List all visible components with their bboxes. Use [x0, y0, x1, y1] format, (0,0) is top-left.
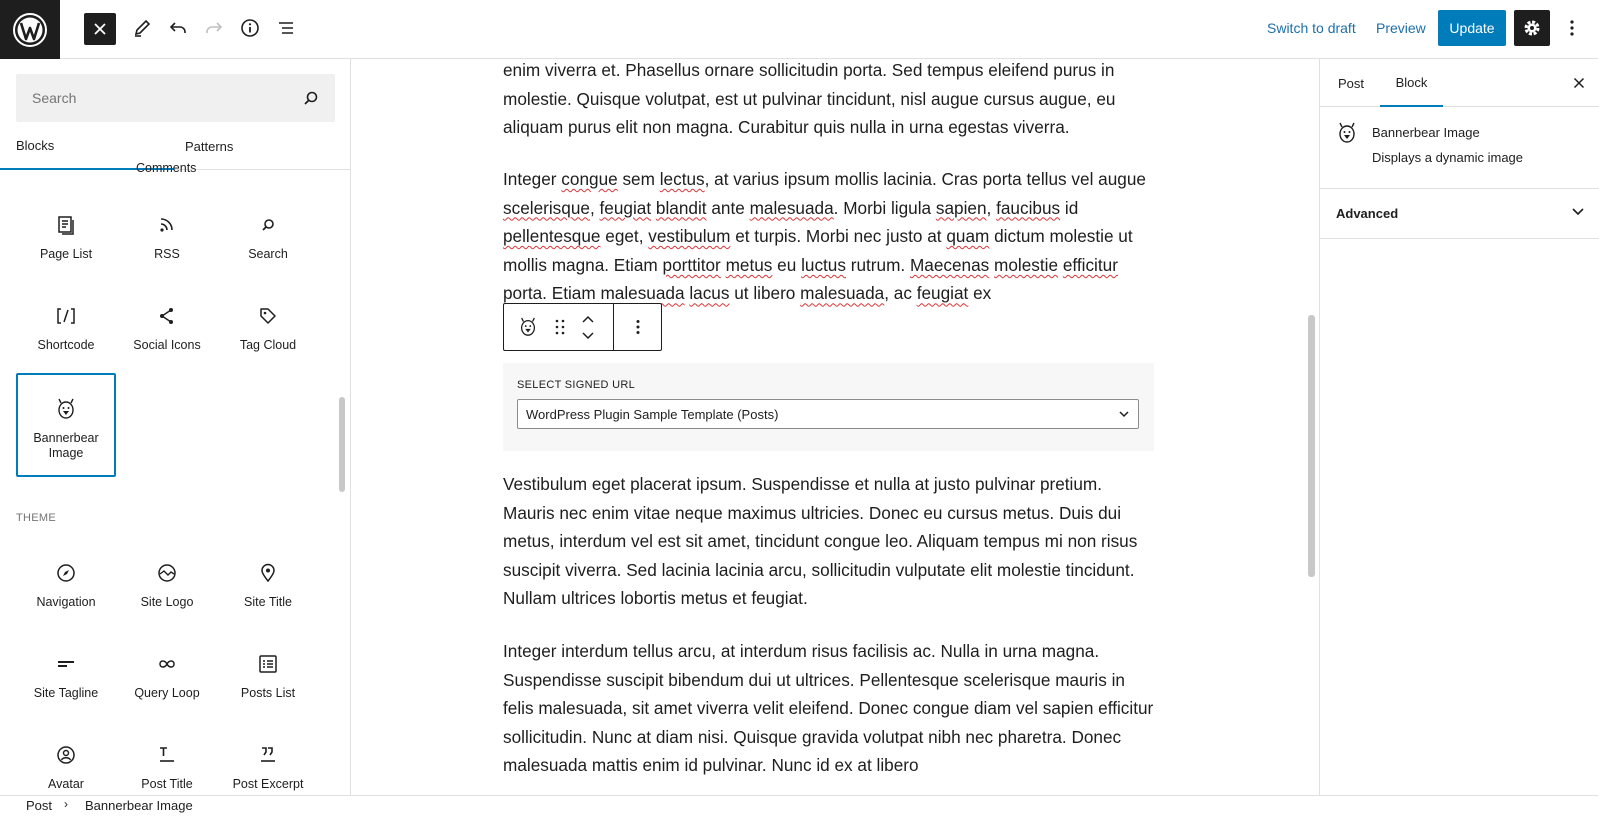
tab-block[interactable]: Block	[1380, 59, 1443, 107]
block-bannerbear-image[interactable]: Bannerbear Image	[16, 373, 116, 477]
sidebar-tabs	[1320, 59, 1599, 107]
search-icon	[301, 88, 321, 108]
map-pin-icon	[257, 562, 279, 584]
info-icon	[240, 18, 260, 38]
block-posts-list[interactable]: Posts List	[218, 630, 318, 730]
close-icon	[93, 22, 107, 36]
text-run: ,	[986, 197, 997, 218]
tag-icon	[257, 305, 279, 327]
block-type-button[interactable]	[508, 304, 548, 350]
misspelled-word: pellentesque	[503, 226, 601, 247]
more-vertical-icon	[636, 319, 640, 335]
list-view-button[interactable]	[270, 12, 302, 44]
bannerbear-icon	[1336, 121, 1358, 145]
signed-url-label: SELECT SIGNED URL	[517, 379, 635, 391]
misspelled-word: scelerisque	[503, 197, 590, 218]
misspelled-word: congue	[561, 169, 618, 189]
undo-button[interactable]	[162, 12, 194, 44]
text-run: . Morbi ligula	[833, 197, 936, 218]
advanced-panel-toggle[interactable]	[1320, 189, 1599, 239]
chevron-down-icon	[1118, 408, 1130, 420]
search-submit-icon[interactable]	[301, 88, 321, 108]
text-run: , at varius ipsum mollis lacinia. Cras porta tellus vel augue	[704, 169, 1146, 189]
block-rss[interactable]: RSS	[117, 191, 217, 291]
chevron-up-icon	[581, 315, 595, 323]
pencil-icon	[132, 18, 152, 38]
block-label-comments: Comments	[136, 161, 197, 175]
top-toolbar	[0, 0, 1598, 59]
more-vertical-icon	[1570, 19, 1574, 37]
settings-button[interactable]	[1514, 10, 1550, 46]
quote-icon	[257, 744, 279, 766]
close-inserter-button[interactable]	[84, 13, 116, 45]
close-icon	[1573, 77, 1585, 89]
block-query-loop[interactable]: Query Loop	[117, 630, 217, 730]
misspelled-word: malesuada	[800, 283, 885, 304]
misspelled-word: porttitor	[662, 254, 721, 275]
tab-patterns[interactable]: Patterns	[185, 138, 234, 154]
misspelled-word: feugiat	[916, 283, 969, 304]
text-run: eget,	[600, 226, 649, 247]
block-grid	[0, 161, 338, 795]
redo-icon	[204, 18, 224, 38]
tagline-icon	[55, 653, 77, 675]
gear-icon	[1522, 18, 1542, 38]
block-toolbar	[503, 303, 662, 351]
misspelled-word: malesuada	[600, 283, 685, 304]
block-shortcode[interactable]: Shortcode	[16, 282, 116, 382]
block-site-title[interactable]: Site Title	[218, 539, 318, 639]
tools-button[interactable]	[126, 12, 158, 44]
misspelled-word: malesuada	[749, 197, 834, 218]
undo-icon	[168, 18, 188, 38]
signed-url-select[interactable]	[517, 399, 1139, 429]
text-run: ut libero	[729, 283, 801, 304]
redo-button[interactable]	[198, 12, 230, 44]
breadcrumb-bannerbear-image[interactable]: Bannerbear Image	[85, 798, 193, 813]
misspelled-word: molestie	[994, 254, 1059, 275]
block-navigation[interactable]: Navigation	[16, 539, 116, 639]
signed-url-selected-value: WordPress Plugin Sample Template (Posts)	[526, 406, 779, 422]
block-options-button[interactable]	[624, 304, 652, 350]
editor-scrollbar[interactable]	[1308, 315, 1315, 577]
options-button[interactable]	[1560, 12, 1584, 44]
paragraph-1[interactable]: enim viverra et. Phasellus ornare sollicitudin porta. Sed tempus eleifend purus in molestie. Quisque volutpat, est ut pulvinar tincidunt, nisl augue cursus augue, eu aliquam purus elit non magna. Curabitur quis nulla in urna egestas viverra.	[503, 60, 1116, 138]
block-site-tagline[interactable]: Site Tagline	[16, 630, 116, 730]
close-sidebar-button[interactable]	[1567, 71, 1591, 95]
text-run: ,	[589, 197, 600, 218]
chevron-down-icon	[1571, 204, 1585, 218]
details-button[interactable]	[234, 12, 266, 44]
misspelled-word: blandit	[655, 197, 707, 218]
block-social-icons[interactable]: Social Icons	[117, 282, 217, 382]
misspelled-word: efficitur	[1062, 254, 1118, 275]
block-inserter	[0, 59, 351, 795]
avatar-icon	[55, 744, 77, 766]
wordpress-icon	[12, 12, 48, 48]
block-card-title: Bannerbear Image	[1372, 125, 1480, 140]
settings-sidebar	[1319, 59, 1598, 795]
rss-icon	[156, 214, 178, 236]
misspelled-word: metus	[725, 254, 773, 275]
misspelled-word: lectus	[659, 169, 705, 189]
list-view-icon	[276, 18, 296, 38]
text-run: dictum molestie ut mollis magna. Etiam	[503, 226, 1133, 275]
bannerbear-image-block[interactable]	[503, 363, 1154, 451]
shortcode-icon	[55, 305, 77, 327]
theme-heading: THEME	[16, 512, 56, 524]
misspelled-word: faucibus	[996, 197, 1061, 218]
text-run: ex	[968, 283, 992, 304]
chevron-down-icon	[581, 332, 595, 340]
switch-to-draft-button[interactable]: Switch to draft	[1267, 20, 1356, 36]
bannerbear-icon	[55, 397, 77, 421]
text-run: rutrum.	[845, 254, 910, 275]
editor-canvas	[351, 59, 1305, 795]
update-button[interactable]: Update	[1438, 10, 1506, 46]
misspelled-word: Maecenas	[909, 254, 990, 275]
text-run: porta. Etiam	[503, 283, 601, 304]
text-run: , ac	[884, 283, 917, 304]
text-run: eu	[772, 254, 802, 275]
misspelled-word: feugiat	[599, 197, 652, 218]
post-title-icon	[156, 744, 178, 766]
compass-icon	[55, 562, 77, 584]
search-input[interactable]	[16, 74, 276, 122]
misspelled-word: luctus	[801, 254, 846, 275]
misspelled-word: quam	[946, 226, 990, 247]
chevron-right-icon: ›	[64, 797, 68, 811]
drag-handle[interactable]	[548, 304, 572, 350]
misspelled-word: sapien	[935, 197, 987, 218]
block-post-excerpt[interactable]: Post Excerpt	[218, 721, 318, 821]
move-down-button[interactable]	[574, 327, 602, 350]
text-run: id	[1060, 197, 1079, 218]
block-site-logo[interactable]: Site Logo	[117, 539, 217, 639]
share-icon	[156, 305, 178, 327]
tab-post[interactable]: Post	[1338, 75, 1365, 91]
wordpress-logo[interactable]	[0, 0, 60, 59]
block-post-title[interactable]: Post Title	[117, 721, 217, 821]
preview-button[interactable]: Preview	[1376, 20, 1426, 36]
posts-list-icon	[257, 653, 279, 675]
paragraph-3[interactable]: Vestibulum eget placerat ipsum. Suspendisse et nulla at justo pulvinar pretium. Mauris nec enim vitae neque maximus ultricies. Donec eu cursus metus. Duis dui metus, interdum vel est sit amet, tincidunt congue leo. Aliquam tempus mi non risus suscipit viverra. Sed lacinia lacinia arcu, sollicitudin vulputate elit molestie tincidunt. Nullam ultrices lobortis metus et feugiat.	[503, 474, 1138, 609]
advanced-panel-title: Advanced	[1336, 206, 1399, 221]
text-run: sem	[617, 169, 660, 189]
page-list-icon	[55, 214, 77, 236]
toolbar-separator	[613, 304, 614, 350]
paragraph-4[interactable]: Integer interdum tellus arcu, at interdum risus facilisis ac. Nulla in urna magna. Suspendisse suscipit bibendum dui ut ultrices. Pellentesque scelerisque mauris in felis malesuada, sit amet viverra velit eleifend. Donec congue diam vel sapien efficitur sollicitudin. Nunc at diam nisi. Quisque gravida volutpat nibh nec pharetra. Donec malesuada mattis enim id pulvinar. Nunc id ex at libero	[503, 641, 1154, 776]
block-card-description: Displays a dynamic image	[1372, 150, 1524, 165]
block-avatar[interactable]: Avatar	[16, 721, 116, 821]
text-run: Integer	[503, 169, 562, 189]
misspelled-word: lacus	[689, 283, 730, 304]
block-card-icon	[1336, 121, 1360, 145]
block-card	[1320, 107, 1599, 189]
misspelled-word: vestibulum	[648, 226, 731, 247]
tab-blocks[interactable]: Blocks	[0, 122, 174, 170]
search-icon	[257, 214, 279, 236]
text-run: et turpis. Morbi nec justo at	[730, 226, 947, 247]
loop-icon	[156, 653, 178, 675]
block-page-list[interactable]: Page List	[16, 191, 116, 291]
drag-handle-icon	[555, 319, 565, 335]
site-logo-icon	[156, 562, 178, 584]
inserter-scrollbar[interactable]	[339, 397, 345, 492]
inserter-search	[16, 74, 335, 122]
paragraph-2[interactable]	[503, 165, 1155, 308]
block-search[interactable]: Search	[218, 191, 318, 291]
breadcrumb	[0, 795, 1598, 813]
breadcrumb-post[interactable]: Post	[26, 798, 53, 813]
block-tag-cloud[interactable]: Tag Cloud	[218, 282, 318, 382]
move-up-button[interactable]	[574, 304, 602, 327]
text-run: ante	[706, 197, 750, 218]
bannerbear-icon	[518, 315, 538, 339]
